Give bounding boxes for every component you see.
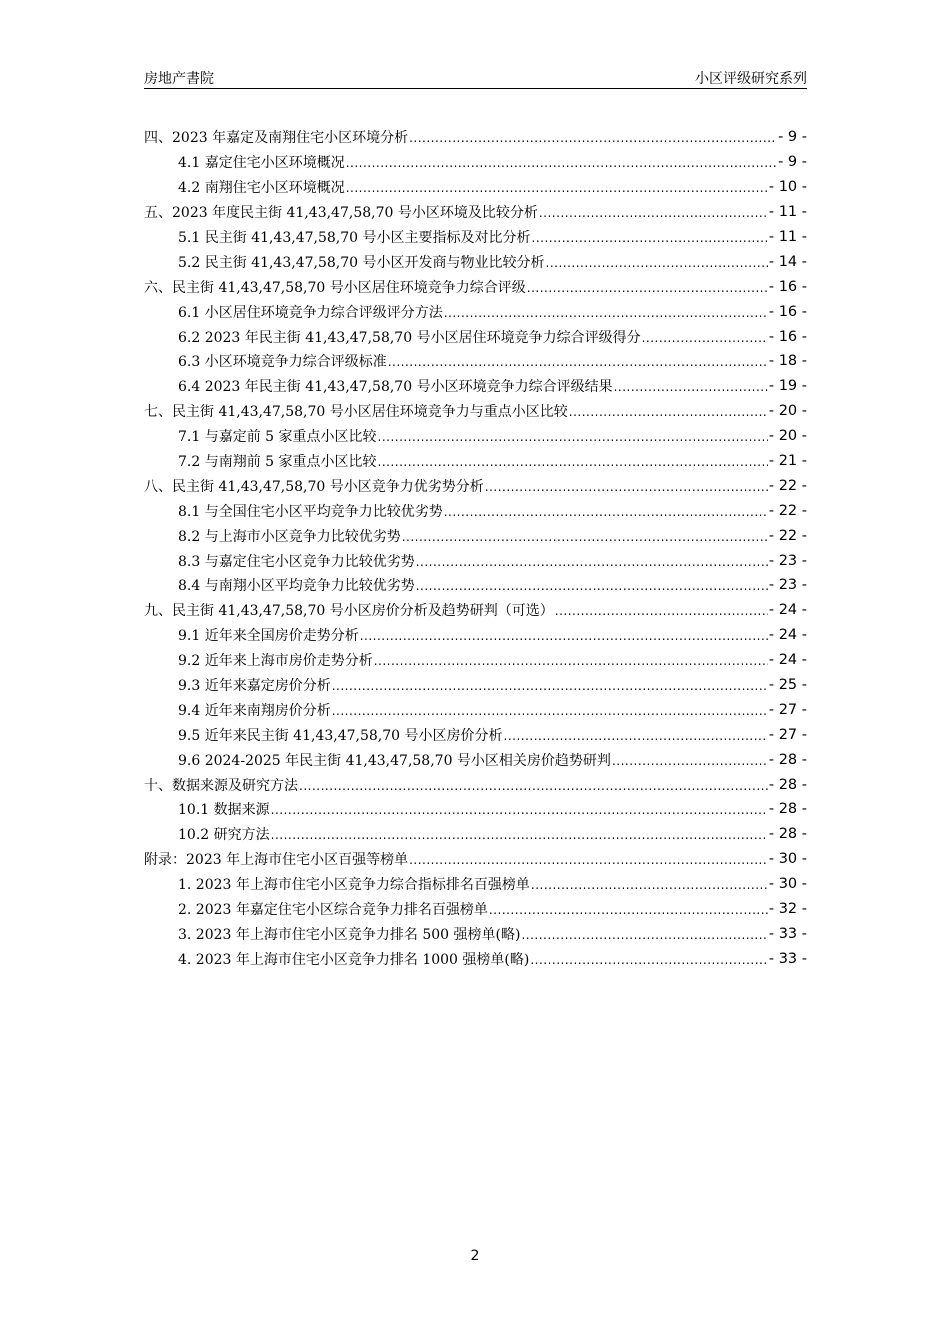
toc-entry-title: 9.5 近年来民主街 41,43,47,58,70 号小区房价分析 xyxy=(178,727,503,744)
toc-section-entry[interactable] xyxy=(144,897,807,922)
toc-entry-title: 4. 2023 年上海市住宅小区竞争力排名 1000 强榜单(略) xyxy=(178,951,530,968)
toc-entry-page: - 22 - xyxy=(768,477,807,494)
toc-entry-page: - 30 - xyxy=(768,876,807,893)
toc-section-entry[interactable] xyxy=(144,648,807,673)
toc-dot-leader xyxy=(378,430,768,444)
toc-entry-title: 8.3 与嘉定住宅小区竞争力比较优劣势 xyxy=(178,553,415,570)
toc-section-entry[interactable] xyxy=(144,175,807,200)
toc-dot-leader xyxy=(444,505,768,519)
toc-entry-title: 四、2023 年嘉定及南翔住宅小区环境分析 xyxy=(144,130,409,147)
toc-section-entry[interactable] xyxy=(144,623,807,648)
toc-entry-page: - 23 - xyxy=(768,552,807,569)
toc-entry-title: 3. 2023 年上海市住宅小区竞争力排名 500 强榜单(略) xyxy=(178,926,521,943)
toc-entry-title: 8.4 与南翔小区平均竞争力比较优劣势 xyxy=(178,578,415,595)
toc-entry-title: 6.2 2023 年民主街 41,43,47,58,70 号小区居住环境竞争力综合评级得分 xyxy=(178,329,641,346)
toc-section-entry[interactable] xyxy=(144,424,807,449)
toc-entry-title: 5.1 民主街 41,43,47,58,70 号小区主要指标及对比分析 xyxy=(178,230,531,246)
toc-entry-title: 9.2 近年来上海市房价走势分析 xyxy=(178,653,373,670)
toc-dot-leader xyxy=(569,405,768,419)
toc-dot-leader xyxy=(416,579,768,593)
toc-entry-page: - 16 - xyxy=(768,278,807,295)
toc-chapter-entry[interactable] xyxy=(144,772,807,797)
toc-entry-page: - 33 - xyxy=(768,925,807,942)
toc-chapter-entry[interactable] xyxy=(144,200,807,225)
toc-entry-page: - 14 - xyxy=(768,253,807,270)
toc-dot-leader xyxy=(614,380,768,394)
toc-dot-leader xyxy=(521,928,767,942)
toc-dot-leader xyxy=(271,828,768,842)
toc-entry-page: - 16 - xyxy=(768,303,807,320)
toc-entry-page: - 32 - xyxy=(768,901,807,918)
toc-entry-title: 1. 2023 年上海市住宅小区竞争力综合指标排名百强榜单 xyxy=(178,877,530,894)
toc-entry-page: - 19 - xyxy=(768,378,807,395)
toc-entry-title: 十、数据来源及研究方法 xyxy=(144,777,298,794)
toc-entry-page: - 16 - xyxy=(768,328,807,345)
toc-section-entry[interactable] xyxy=(144,822,807,847)
toc-entry-page: - 27 - xyxy=(768,726,807,743)
toc-dot-leader xyxy=(409,853,768,867)
toc-chapter-entry[interactable] xyxy=(144,274,807,299)
toc-chapter-entry[interactable] xyxy=(144,399,807,424)
toc-entry-title: 6.1 小区居住环境竞争力综合评级评分方法 xyxy=(178,304,443,321)
toc-entry-title: 8.1 与全国住宅小区平均竞争力比较优劣势 xyxy=(178,503,443,520)
toc-entry-page: - 11 - xyxy=(768,229,807,245)
toc-dot-leader xyxy=(530,953,768,967)
toc-entry-page: - 9 - xyxy=(778,154,807,171)
toc-section-entry[interactable] xyxy=(144,150,807,175)
page-number: 2 xyxy=(470,1248,480,1264)
toc-section-entry[interactable] xyxy=(144,349,807,374)
toc-entry-page: - 21 - xyxy=(768,453,807,470)
toc-entry-title: 4.2 南翔住宅小区环境概况 xyxy=(178,180,345,197)
toc-dot-leader xyxy=(546,256,768,270)
toc-section-entry[interactable] xyxy=(144,324,807,349)
toc-section-entry[interactable] xyxy=(144,225,807,250)
toc-dot-leader xyxy=(642,331,768,345)
toc-dot-leader xyxy=(388,355,768,369)
toc-dot-leader xyxy=(346,156,777,170)
toc-chapter-entry[interactable] xyxy=(144,847,807,872)
toc-dot-leader xyxy=(532,231,768,245)
toc-entry-page: - 23 - xyxy=(768,577,807,594)
toc-dot-leader xyxy=(444,306,768,320)
toc-dot-leader xyxy=(378,455,768,469)
toc-section-entry[interactable] xyxy=(144,922,807,947)
toc-entry-title: 九、民主街 41,43,47,58,70 号小区房价分析及趋势研判（可选） xyxy=(144,603,554,620)
toc-entry-title: 2. 2023 年嘉定住宅小区综合竞争力排名百强榜单 xyxy=(178,902,488,919)
toc-dot-leader xyxy=(489,903,768,917)
toc-dot-leader xyxy=(531,878,768,892)
toc-dot-leader xyxy=(299,779,768,793)
toc-entry-page: - 20 - xyxy=(768,403,807,420)
toc-section-entry[interactable] xyxy=(144,498,807,523)
toc-dot-leader xyxy=(539,206,768,220)
toc-entry-title: 7.2 与南翔前 5 家重点小区比较 xyxy=(178,454,377,471)
toc-entry-title: 五、2023 年度民主街 41,43,47,58,70 号小区环境及比较分析 xyxy=(144,205,538,222)
toc-entry-page: - 24 - xyxy=(768,652,807,669)
toc-section-entry[interactable] xyxy=(144,573,807,598)
toc-dot-leader xyxy=(360,629,768,643)
toc-entry-page: - 28 - xyxy=(768,801,807,818)
toc-entry-page: - 27 - xyxy=(768,701,807,718)
toc-entry-page: - 10 - xyxy=(768,179,807,196)
toc-entry-title: 8.2 与上海市小区竞争力比较优劣势 xyxy=(178,528,401,545)
toc-section-entry[interactable] xyxy=(144,249,807,274)
toc-dot-leader xyxy=(271,803,768,817)
toc-entry-page: - 22 - xyxy=(768,527,807,544)
toc-entry-title: 10.1 数据来源 xyxy=(178,802,270,819)
toc-entry-title: 4.1 嘉定住宅小区环境概况 xyxy=(178,155,345,172)
toc-dot-leader xyxy=(332,704,768,718)
toc-entry-page: - 18 - xyxy=(768,353,807,370)
toc-section-entry[interactable] xyxy=(144,523,807,548)
toc-section-entry[interactable] xyxy=(144,374,807,399)
toc-entry-title: 9.6 2024-2025 年民主街 41,43,47,58,70 号小区相关房价趋势研判 xyxy=(178,752,611,769)
toc-dot-leader xyxy=(416,555,768,569)
toc-entry-title: 附录：2023 年上海市住宅小区百强等榜单 xyxy=(144,852,409,869)
toc-section-entry[interactable] xyxy=(144,449,807,474)
toc-dot-leader xyxy=(504,729,768,743)
toc-section-entry[interactable] xyxy=(144,548,807,573)
toc-entry-title: 9.1 近年来全国房价走势分析 xyxy=(178,628,359,645)
toc-dot-leader xyxy=(374,654,768,668)
toc-entry-page: - 24 - xyxy=(768,627,807,644)
toc-entry-page: - 33 - xyxy=(768,950,807,967)
toc-entry-page: - 9 - xyxy=(778,129,807,146)
toc-section-entry[interactable] xyxy=(144,299,807,324)
toc-entry-title: 5.2 民主街 41,43,47,58,70 号小区开发商与物业比较分析 xyxy=(178,254,545,271)
toc-section-entry[interactable] xyxy=(144,697,807,722)
header-left-title: 房地产書院 xyxy=(144,71,214,87)
toc-dot-leader xyxy=(527,281,768,295)
toc-dot-leader xyxy=(332,679,768,693)
toc-section-entry[interactable] xyxy=(144,872,807,897)
toc-entry-title: 6.4 2023 年民主街 41,43,47,58,70 号小区环境竞争力综合评级结果 xyxy=(178,379,613,396)
toc-section-entry[interactable] xyxy=(144,673,807,698)
toc-entry-page: - 22 - xyxy=(768,502,807,519)
toc-dot-leader xyxy=(555,604,768,618)
toc-entry-page: - 25 - xyxy=(768,677,807,694)
toc-entry-page: - 20 - xyxy=(768,428,807,445)
toc-section-entry[interactable] xyxy=(144,797,807,822)
toc-entry-page: - 11 - xyxy=(768,204,807,221)
toc-entry-title: 七、民主街 41,43,47,58,70 号小区居住环境竞争力与重点小区比较 xyxy=(144,404,568,421)
toc-chapter-entry[interactable] xyxy=(144,125,807,150)
toc-dot-leader xyxy=(612,754,768,768)
toc-chapter-entry[interactable] xyxy=(144,473,807,498)
toc-entry-title: 9.4 近年来南翔房价分析 xyxy=(178,702,331,719)
toc-entry-title: 八、民主街 41,43,47,58,70 号小区竞争力优劣势分析 xyxy=(144,478,484,495)
toc-dot-leader xyxy=(485,480,768,494)
header-right-title: 小区评级研究系列 xyxy=(695,71,807,87)
toc-section-entry[interactable] xyxy=(144,946,807,971)
toc-entry-page: - 24 - xyxy=(768,602,807,619)
toc-entry-title: 10.2 研究方法 xyxy=(178,827,270,844)
toc-dot-leader xyxy=(402,530,768,544)
toc-entry-page: - 30 - xyxy=(768,851,807,868)
toc-chapter-entry[interactable] xyxy=(144,598,807,623)
toc-entry-title: 7.1 与嘉定前 5 家重点小区比较 xyxy=(178,429,377,446)
page-header xyxy=(144,66,807,89)
toc-entry-page: - 28 - xyxy=(768,751,807,768)
toc-section-entry[interactable] xyxy=(144,722,807,747)
toc-entry-title: 6.3 小区环境竞争力综合评级标准 xyxy=(178,354,387,371)
table-of-contents xyxy=(144,125,807,971)
toc-entry-title: 9.3 近年来嘉定房价分析 xyxy=(178,678,331,695)
toc-dot-leader xyxy=(346,181,768,195)
toc-entry-page: - 28 - xyxy=(768,826,807,843)
toc-section-entry[interactable] xyxy=(144,747,807,772)
toc-entry-title: 六、民主街 41,43,47,58,70 号小区居住环境竞争力综合评级 xyxy=(144,279,526,296)
toc-dot-leader xyxy=(409,131,777,145)
toc-entry-page: - 28 - xyxy=(768,776,807,793)
